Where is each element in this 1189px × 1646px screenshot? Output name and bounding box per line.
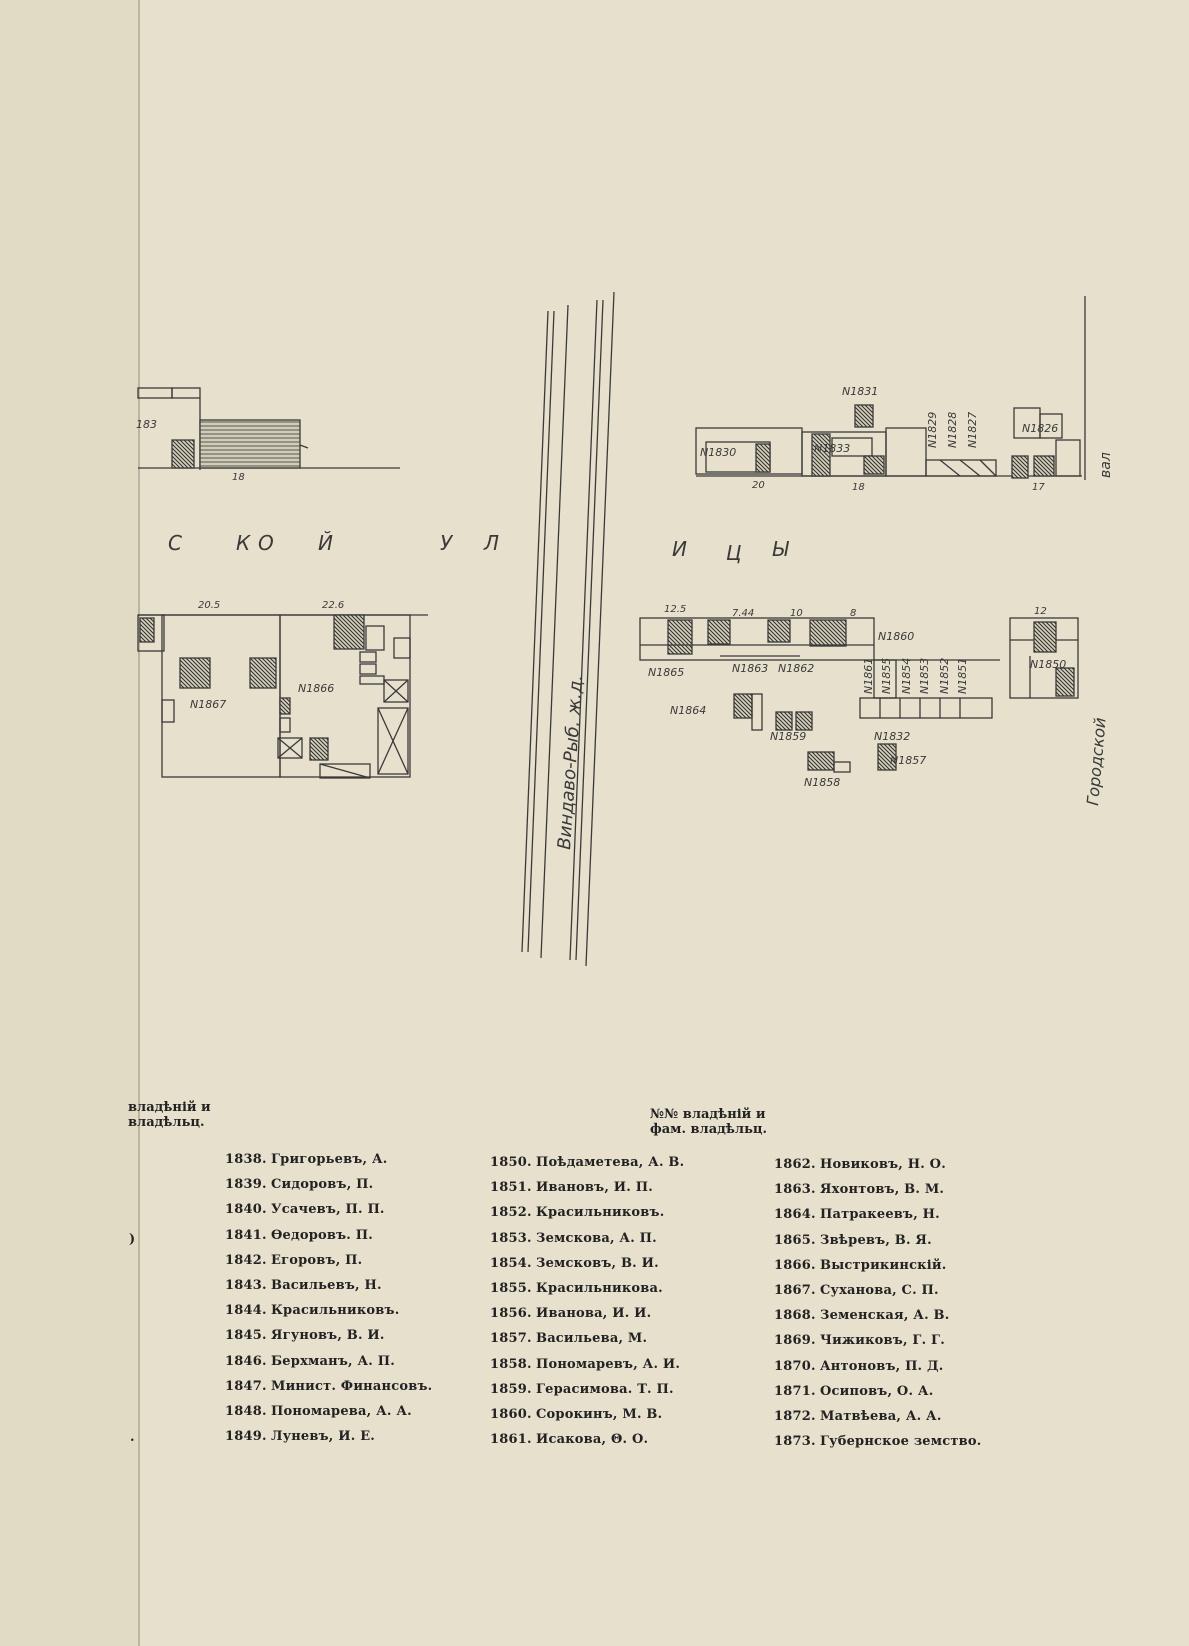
lot-label: N1852	[938, 657, 951, 694]
owner-name: Герасимова. Т. П.	[536, 1381, 674, 1397]
lot-label: N1830	[700, 446, 737, 459]
legend-header-left-line1: владѣній и	[128, 1100, 211, 1115]
owner-name: Губернское земство.	[820, 1434, 982, 1450]
lot-number: 1862.	[774, 1157, 816, 1172]
lot-label: N1861	[862, 657, 875, 694]
owner-name: Поѣдаметева, А. В.	[536, 1155, 685, 1170]
owner-name: Минист. Финансовъ.	[271, 1378, 433, 1394]
street-name-letter: О	[258, 531, 274, 555]
street-name-letter: Л	[484, 531, 500, 555]
legend-entry	[774, 1409, 981, 1434]
legend-entry	[225, 1404, 432, 1429]
lot-label: N1827	[966, 411, 979, 448]
street-name-letter: У	[440, 531, 453, 555]
owner-name: Красильникова.	[536, 1280, 663, 1296]
owner-name: Васильева, М.	[536, 1331, 648, 1347]
lot-number: 1843.	[225, 1277, 267, 1293]
legend-entry	[774, 1434, 981, 1459]
legend-entry	[225, 1228, 432, 1253]
lot-number: 1854.	[490, 1255, 532, 1271]
lot-number: 1841.	[225, 1227, 267, 1243]
owner-name: Звѣревъ, В. Я.	[820, 1232, 932, 1248]
lot-number: 1853.	[490, 1230, 532, 1246]
lot-label: N1826	[1022, 422, 1059, 435]
legend-entry	[490, 1357, 684, 1382]
lot-number: 1866.	[774, 1257, 816, 1273]
dimension-label: 18	[232, 472, 245, 483]
legend-entry	[774, 1157, 981, 1182]
railway-lines	[522, 292, 614, 966]
legend-entry	[490, 1180, 684, 1205]
legend-entry	[225, 1278, 432, 1303]
legend-entry	[774, 1333, 981, 1358]
lot-label: N1832	[874, 730, 911, 743]
lot-label: N1853	[918, 657, 931, 694]
owner-name: Красильниковъ.	[271, 1303, 400, 1319]
legend-entry	[490, 1256, 684, 1281]
legend-header-left-line2: владѣльц.	[128, 1115, 205, 1130]
lot-label: N1867	[190, 698, 227, 711]
legend-entry	[774, 1233, 981, 1258]
lot-number: 1869.	[774, 1333, 816, 1349]
legend-entry	[490, 1281, 684, 1306]
legend-entry	[225, 1379, 432, 1404]
legend-entry	[225, 1303, 432, 1328]
lot-number: 1842.	[225, 1252, 267, 1268]
street-name-letter: Ц	[726, 541, 742, 565]
lot-number: 1861.	[490, 1432, 532, 1448]
owner-name: Берхманъ, А. П.	[271, 1353, 395, 1369]
lot-number: 1848.	[225, 1403, 267, 1419]
street-name-letter: Ы	[772, 537, 789, 561]
legend-column-2	[490, 1155, 684, 1457]
lot-label: N1862	[778, 662, 815, 675]
owner-name: Яхонтовъ, В. М.	[820, 1182, 945, 1198]
owner-name: Земсковъ, В. И.	[536, 1255, 659, 1271]
legend-entry	[225, 1202, 432, 1227]
legend-entry	[490, 1407, 684, 1432]
owner-name: Григорьевъ, А.	[271, 1152, 388, 1167]
owner-name: Өедоровъ. П.	[271, 1227, 373, 1243]
lot-number: 1845.	[225, 1328, 267, 1344]
lot-number: 1840.	[225, 1202, 267, 1218]
block-bottom-left	[138, 615, 428, 778]
street-name-letter: Й	[318, 531, 333, 555]
legend-entry	[774, 1384, 981, 1409]
lot-label: N1859	[770, 730, 807, 743]
legend-entry	[774, 1283, 981, 1308]
block-top-right	[696, 296, 1085, 480]
edge-mark: .	[130, 1430, 135, 1445]
lot-label: N1857	[890, 754, 927, 767]
lot-label: N1850	[1030, 658, 1067, 671]
dimension-label: 20	[752, 480, 765, 491]
railway-label: Виндаво-Рыб. ж.д.	[554, 674, 588, 851]
owner-name: Усачевъ, П. П.	[271, 1202, 385, 1218]
lot-label: N1860	[878, 630, 915, 643]
lot-number: 1846.	[225, 1353, 267, 1369]
dimension-label: 7.44	[732, 608, 755, 619]
owner-name: Земенская, А. В.	[820, 1308, 950, 1324]
lot-number: 1855.	[490, 1280, 532, 1296]
owner-name: Суханова, С. П.	[820, 1282, 939, 1298]
lot-label: N1858	[804, 776, 841, 789]
street-name-letter: И	[672, 537, 687, 561]
lot-label: N1863	[732, 662, 769, 675]
side-street-label: Городской	[1083, 716, 1110, 807]
lot-number: 1850.	[490, 1155, 532, 1170]
owner-name: Матвѣева, А. А.	[820, 1408, 942, 1424]
block-bottom-right	[640, 618, 1078, 772]
legend-entry	[490, 1432, 684, 1457]
legend-entry	[225, 1177, 432, 1202]
lot-number: 1858.	[490, 1356, 532, 1372]
lot-number: 1864.	[774, 1207, 816, 1223]
lot-label: N1866	[298, 682, 335, 695]
owner-name: Сидоровъ, П.	[271, 1177, 374, 1193]
legend-entry	[774, 1207, 981, 1232]
owner-name: Выстрикинскій.	[820, 1257, 947, 1273]
lot-number: 1873.	[774, 1434, 816, 1450]
dimension-label: 17	[1032, 482, 1045, 493]
legend-header-right-line2: фам. владѣльц.	[650, 1122, 768, 1137]
owner-name: Луневъ, И. Е.	[271, 1429, 376, 1445]
legend-column-3	[774, 1157, 981, 1459]
lot-number: 1847.	[225, 1378, 267, 1394]
dimension-label: 20.5	[198, 600, 221, 611]
cut-lot-label: 183	[136, 418, 157, 431]
lot-label: N1829	[926, 411, 939, 448]
lot-label: N1865	[648, 666, 685, 679]
lot-number: 1852.	[490, 1205, 532, 1221]
edge-mark: )	[129, 1232, 136, 1247]
owner-name: Чижиковъ, Г. Г.	[820, 1333, 945, 1349]
legend-column-1	[225, 1152, 432, 1454]
lot-number: 1844.	[225, 1303, 267, 1319]
owner-name: Пономаревъ, А. И.	[536, 1356, 681, 1372]
lot-number: 1871.	[774, 1383, 816, 1399]
owner-name: Земскова, А. П.	[536, 1230, 657, 1246]
lot-number: 1838.	[225, 1152, 267, 1167]
legend-entry	[490, 1155, 684, 1180]
lot-number: 1863.	[774, 1182, 816, 1198]
lot-number: 1856.	[490, 1306, 532, 1322]
legend-entry	[490, 1231, 684, 1256]
block-top-left	[138, 388, 400, 470]
legend-entry	[774, 1182, 981, 1207]
owner-name: Новиковъ, Н. О.	[820, 1157, 946, 1172]
legend-entry	[774, 1359, 981, 1384]
lot-number: 1857.	[490, 1331, 532, 1347]
owner-name: Антоновъ, П. Д.	[820, 1358, 944, 1374]
lot-number: 1839.	[225, 1177, 267, 1193]
legend-entry	[774, 1258, 981, 1283]
owner-name: Сорокинъ, М. В.	[536, 1406, 663, 1422]
legend-header-right	[650, 1107, 767, 1137]
lot-label: N1833	[814, 442, 851, 455]
lot-label: N1828	[946, 411, 959, 448]
legend-entry	[490, 1205, 684, 1230]
dimension-label: 18	[852, 482, 865, 493]
owner-name: Красильниковъ.	[536, 1205, 665, 1221]
lot-number: 1868.	[774, 1308, 816, 1324]
lot-number: 1867.	[774, 1282, 816, 1298]
legend-entry	[490, 1331, 684, 1356]
lot-label: N1831	[842, 385, 879, 398]
legend-entry	[225, 1354, 432, 1379]
dimension-label: 12.5	[664, 604, 687, 615]
lot-number: 1865.	[774, 1232, 816, 1248]
lot-number: 1851.	[490, 1180, 532, 1196]
owner-name: Ягуновъ, В. И.	[271, 1328, 385, 1344]
lot-number: 1860.	[490, 1406, 532, 1422]
street-name-letter: С	[168, 531, 182, 555]
owner-name: Васильевъ, Н.	[271, 1277, 382, 1293]
owner-name: Пономарева, А. А.	[271, 1403, 412, 1419]
owner-name: Патракеевъ, Н.	[820, 1207, 940, 1223]
lot-label: N1851	[956, 657, 969, 694]
owner-name: Осиповъ, О. А.	[820, 1383, 934, 1399]
dimension-label: 12	[1034, 606, 1047, 617]
dimension-label: 8	[850, 608, 857, 619]
top-right-label: вал	[1098, 452, 1114, 478]
legend-entry	[225, 1253, 432, 1278]
lot-number: 1859.	[490, 1381, 532, 1397]
dimension-label: 10	[790, 608, 803, 619]
legend-entry	[225, 1152, 432, 1177]
lot-number: 1849.	[225, 1429, 267, 1445]
legend-entry	[774, 1308, 981, 1333]
owner-name: Иванова, И. И.	[536, 1306, 652, 1322]
legend-entry	[490, 1306, 684, 1331]
lot-number: 1872.	[774, 1408, 816, 1424]
lot-number: 1870.	[774, 1358, 816, 1374]
lot-label: N1855	[880, 657, 893, 694]
legend-header-right-line1: №№ владѣній и	[650, 1107, 766, 1122]
owner-name: Егоровъ, П.	[271, 1252, 363, 1268]
lot-label: N1864	[670, 704, 707, 717]
owner-name: Ивановъ, И. П.	[536, 1180, 653, 1196]
legend-entry	[225, 1429, 432, 1454]
dimension-label: 22.6	[322, 600, 345, 611]
owner-name: Исакова, Θ. О.	[536, 1432, 649, 1448]
legend-header-left	[128, 1100, 211, 1130]
lot-label: N1854	[900, 657, 913, 694]
legend-entry	[225, 1328, 432, 1353]
legend-entry	[490, 1382, 684, 1407]
street-name-letter: К	[236, 531, 251, 555]
